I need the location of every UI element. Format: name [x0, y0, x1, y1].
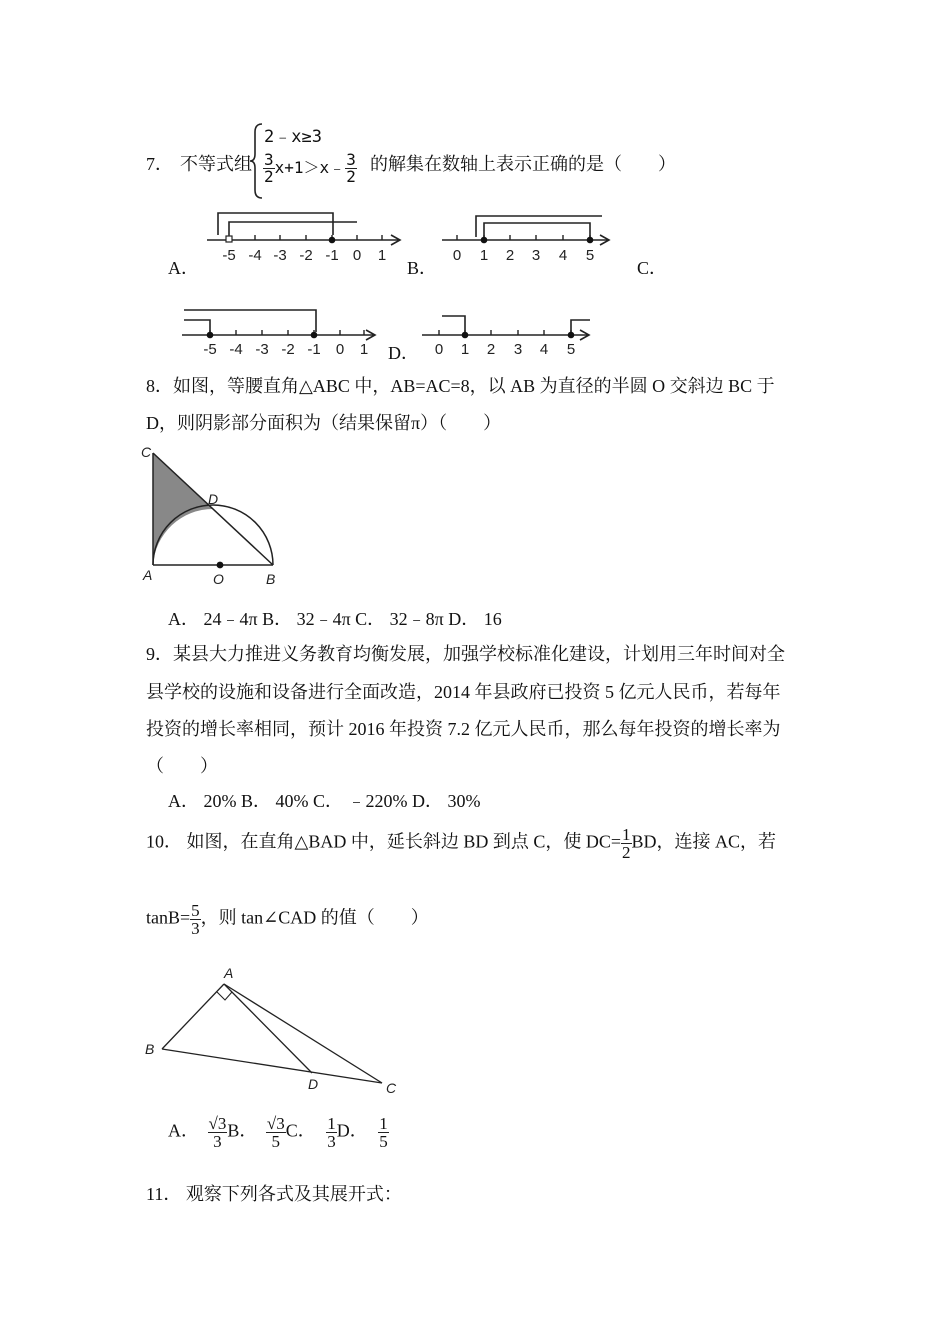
label-a: A: [224, 965, 234, 981]
tick-a-0: -5: [222, 247, 236, 264]
tick-c-5: 0: [335, 341, 345, 358]
q7-number: 7．: [146, 154, 173, 174]
q10-line1: [146, 826, 776, 861]
tick-c-3: -2: [281, 341, 295, 358]
q7-option-d[interactable]: D．: [388, 343, 419, 363]
tick-d-4: 4: [539, 341, 549, 358]
number-line-c: [180, 300, 380, 360]
q10-figure: [138, 962, 408, 1098]
q8-line1: 8．如图，等腰直角△ABC 中，AB=AC=8，以 AB 为直径的半圆 O 交斜边 BC 于: [146, 376, 775, 396]
tick-b-2: 2: [505, 247, 515, 264]
tick-a-2: -3: [273, 247, 287, 264]
tick-d-5: 5: [566, 341, 576, 358]
q7-frac-3-2-a: $\frac{3}{2}$: [264, 150, 274, 186]
tick-b-0: 0: [452, 247, 462, 264]
q10-option-b-label[interactable]: B．: [227, 1120, 258, 1141]
label-d: D: [308, 1076, 319, 1092]
q10-option-c-value: $\frac{1}{3}$: [327, 1114, 336, 1151]
tick-b-3: 3: [531, 247, 541, 264]
tick-c-2: -3: [255, 341, 269, 358]
label-b: B: [266, 571, 276, 587]
q8-line2: D，则阴影部分面积为（结果保留π）（ ）: [146, 413, 502, 433]
q10-line1-post: BD，连接 AC，若: [631, 831, 777, 852]
q9-line1: 9．某县大力推进义务教育均衡发展，加强学校标准化建设，计划用三年时间对全: [146, 644, 785, 664]
tick-b-5: 5: [585, 247, 595, 264]
q10-option-d-value: $\frac{1}{5}$: [379, 1114, 388, 1151]
q10-tan-post: ，则 tan∠CAD 的值（ ）: [200, 907, 429, 928]
q10-frac-half: $\frac{1}{2}$: [622, 825, 631, 862]
tick-a-6: 1: [377, 247, 387, 264]
q10-option-d-label[interactable]: D．: [336, 1120, 368, 1141]
tick-a-4: -1: [325, 247, 339, 264]
tick-a-5: 0: [352, 247, 362, 264]
tick-c-1: -4: [229, 341, 243, 358]
label-b: B: [145, 1041, 155, 1057]
q10-tan-pre: tanB=: [146, 907, 191, 928]
q10-option-b-value: $\frac{√3}{5}$: [266, 1114, 285, 1151]
q10-option-c-label[interactable]: C．: [285, 1120, 316, 1141]
label-c: C: [141, 444, 152, 460]
number-line-d: [420, 300, 595, 360]
q7-suffix: 的解集在数轴上表示正确的是（ ）: [370, 154, 676, 174]
q7-inequality-1: 2﹣x≥3: [264, 127, 322, 147]
q10-option-a-value: $\frac{√3}{3}$: [208, 1114, 227, 1151]
q10-line2: [146, 902, 429, 937]
label-d: D: [208, 491, 219, 507]
tick-b-4: 4: [558, 247, 568, 264]
q9-line4: （ ）: [146, 756, 218, 776]
q7-inequality-2: [263, 152, 357, 185]
tick-c-4: -1: [307, 341, 321, 358]
tick-c-6: 1: [359, 341, 369, 358]
q8-options[interactable]: A． 24﹣4π B． 32﹣4π C． 32﹣8π D． 16: [168, 609, 502, 629]
q7-option-b[interactable]: B．: [407, 258, 438, 278]
q9-line2: 县学校的设施和设备进行全面改造，2014 年县政府已投资 5 亿元人民币，若每年: [146, 682, 781, 702]
q10-line1-pre: 10． 如图，在直角△BAD 中，延长斜边 BD 到点 C，使 DC=: [146, 831, 622, 852]
tick-d-1: 1: [460, 341, 470, 358]
q10-frac-tanb: $\frac{5}{3}$: [191, 901, 200, 938]
q10-option-a-label[interactable]: A．: [168, 1120, 199, 1141]
tick-d-0: 0: [434, 341, 444, 358]
tick-d-2: 2: [486, 341, 496, 358]
number-line-a: [205, 205, 405, 265]
label-o: O: [213, 571, 224, 587]
q7-frac-3-2-b: $\frac{3}{2}$: [346, 150, 356, 186]
q7-option-c[interactable]: C．: [637, 258, 668, 278]
label-a: A: [143, 567, 153, 583]
q9-options[interactable]: A． 20% B． 40% C． ﹣220% D． 30%: [168, 791, 481, 811]
label-c: C: [386, 1080, 397, 1096]
q9-line3: 投资的增长率相同，预计 2016 年投资 7.2 亿元人民币，那么每年投资的增长率为: [146, 719, 781, 739]
q7-option-a[interactable]: A．: [168, 258, 199, 278]
q10-options[interactable]: [168, 1115, 389, 1150]
tick-c-0: -5: [203, 341, 217, 358]
tick-a-3: -2: [299, 247, 313, 264]
q8-figure: [138, 440, 288, 590]
q7-prefix: 不等式组: [180, 154, 252, 174]
tick-d-3: 3: [513, 341, 523, 358]
q7-line2-mid: x+1＞x﹣: [274, 158, 346, 177]
number-line-b: [440, 205, 615, 265]
q11-line1: 11． 观察下列各式及其展开式：: [146, 1184, 402, 1204]
tick-a-1: -4: [248, 247, 262, 264]
tick-b-1: 1: [479, 247, 489, 264]
